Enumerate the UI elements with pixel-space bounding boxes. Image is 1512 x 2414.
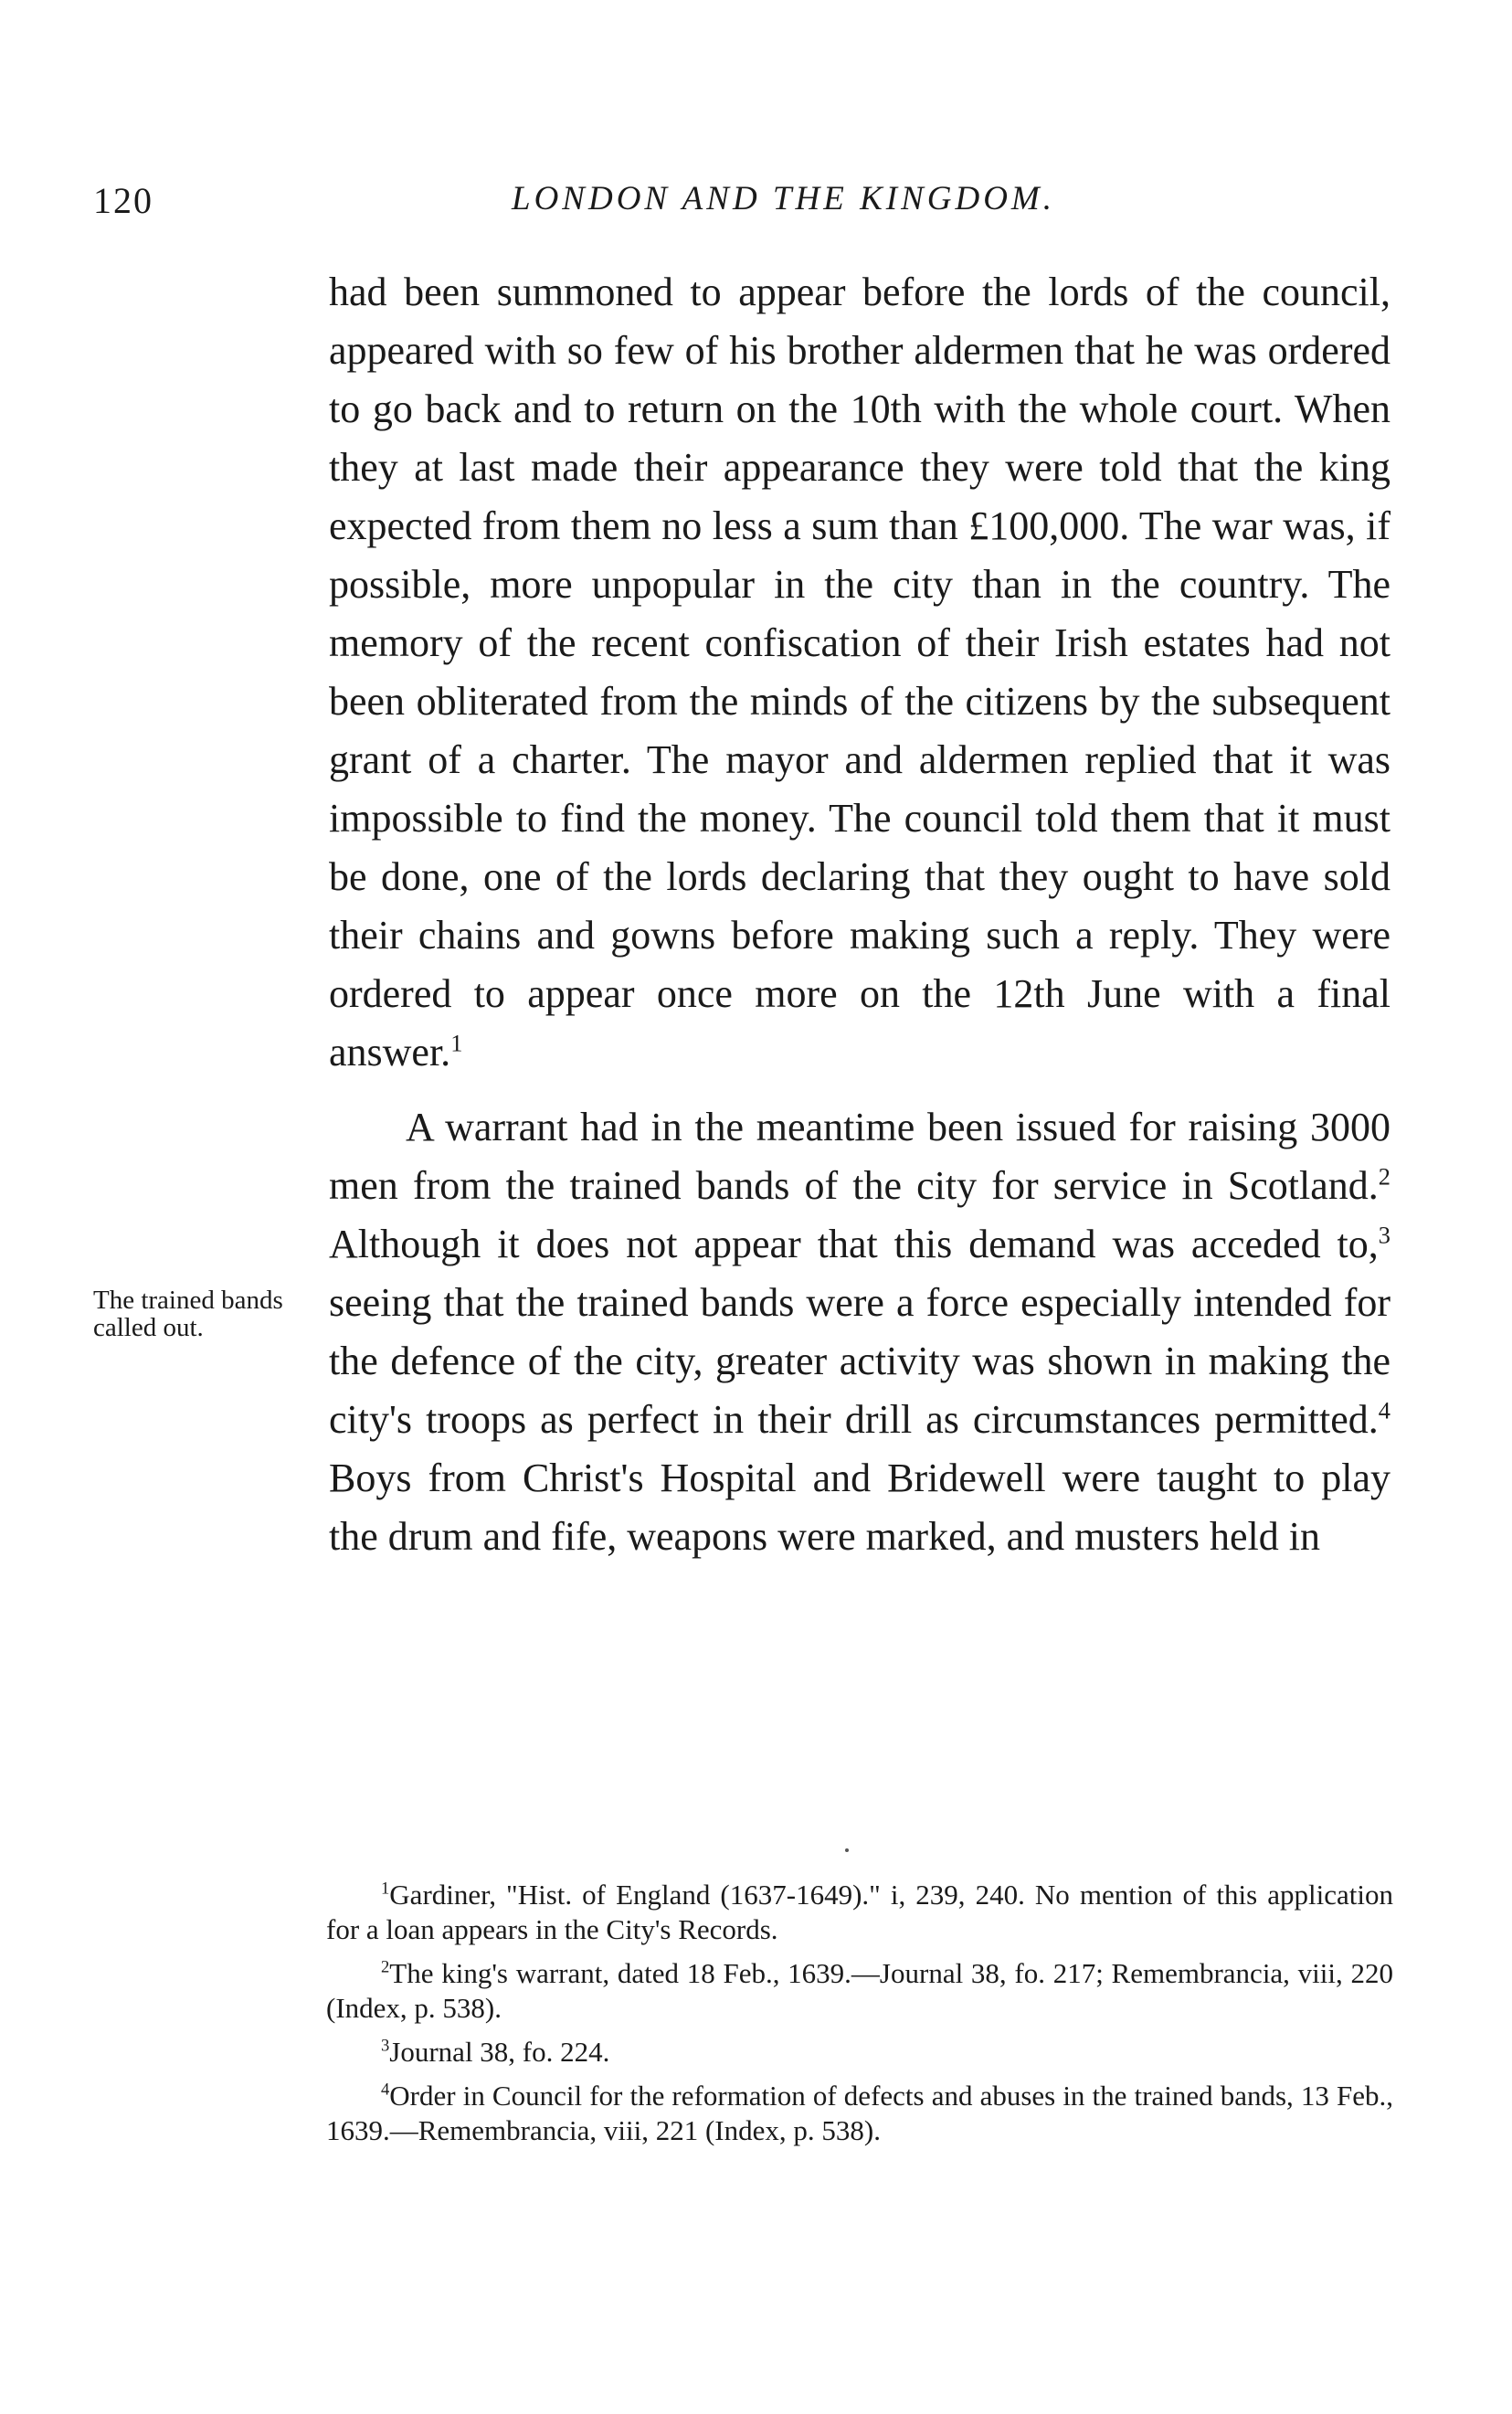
- body-text: [329, 263, 1390, 1566]
- footnote-1: [326, 1878, 1393, 1947]
- footnote-3: [326, 2035, 1393, 2070]
- margin-note: The trained bands called out.: [93, 1286, 283, 1342]
- footnote-ref: 3: [1378, 1221, 1390, 1249]
- page-number: 120: [93, 180, 153, 221]
- running-head: LONDON AND THE KINGDOM.: [512, 180, 1055, 217]
- footnote-separator: [845, 1848, 849, 1852]
- footnote-text: The king's warrant, dated 18 Feb., 1639.—Journal 38, fo. 217; Remembrancia, viii, 220 (Index, p. 538).: [326, 1957, 1393, 2024]
- paragraph-2-text-b: Although it does not appear that this demand was acceded to,: [329, 1222, 1379, 1266]
- paragraph-1: [329, 263, 1390, 1082]
- footnote-4: [326, 2079, 1393, 2148]
- footnote-text: Gardiner, "Hist. of England (1637-1649)." i, 239, 240. No mention of this application for a loan appears in the City's Records.: [326, 1879, 1393, 1945]
- paragraph-2-text-c: seeing that the trained bands were a force especially intended for the defence of the city, greater activity was shown in making the city's troops as perfect in their drill as circumstances permitted.: [329, 1280, 1390, 1442]
- footnote-marker: 1: [381, 1879, 390, 1899]
- paragraph-1-text: had been summoned to appear before the lords of the council, appeared with so few of his brother aldermen that he was ordered to go back and to return on the 10th with the whole court. When they at last made their appearance they were told that the king expected from them no less a sum than £100,000. The war was, if possible, more unpopular in the city than in the country. The memory of the recent confiscation of their Irish estates had not been obliterated from the minds of the citizens by the subsequent grant of a charter. The mayor and aldermen replied that it was impossible to find the money. The council told them that it must be done, one of the lords declaring that they ought to have sold their chains and gowns before making such a reply. They were ordered to appear once more on the 12th June with a final answer.: [329, 270, 1390, 1075]
- page-header: [0, 179, 1512, 225]
- footnote-ref: 4: [1378, 1396, 1390, 1424]
- paragraph-2-text-d: Boys from Christ's Hospital and Bridewell were taught to play the drum and fife, weapons were marked, and musters held in: [329, 1456, 1390, 1559]
- footnote-ref: 2: [1378, 1162, 1390, 1191]
- footnote-text: Journal 38, fo. 224.: [389, 2036, 610, 2068]
- paragraph-2-text-a: A warrant had in the meantime been issued for raising 3000 men from the trained bands of the city for service in Scotland.: [329, 1105, 1390, 1208]
- footnote-marker: 3: [381, 2036, 390, 2056]
- footnote-2: [326, 1956, 1393, 2026]
- footnote-marker: 2: [381, 1957, 390, 1977]
- footnote-marker: 4: [381, 2080, 390, 2100]
- paragraph-2: [329, 1098, 1390, 1566]
- footnote-ref: 1: [450, 1029, 463, 1057]
- footnotes: [326, 1878, 1393, 2157]
- footnote-text: Order in Council for the reformation of defects and abuses in the trained bands, 13 Feb., 1639.—Remembrancia, viii, 221 (Index, p. 538).: [326, 2080, 1393, 2146]
